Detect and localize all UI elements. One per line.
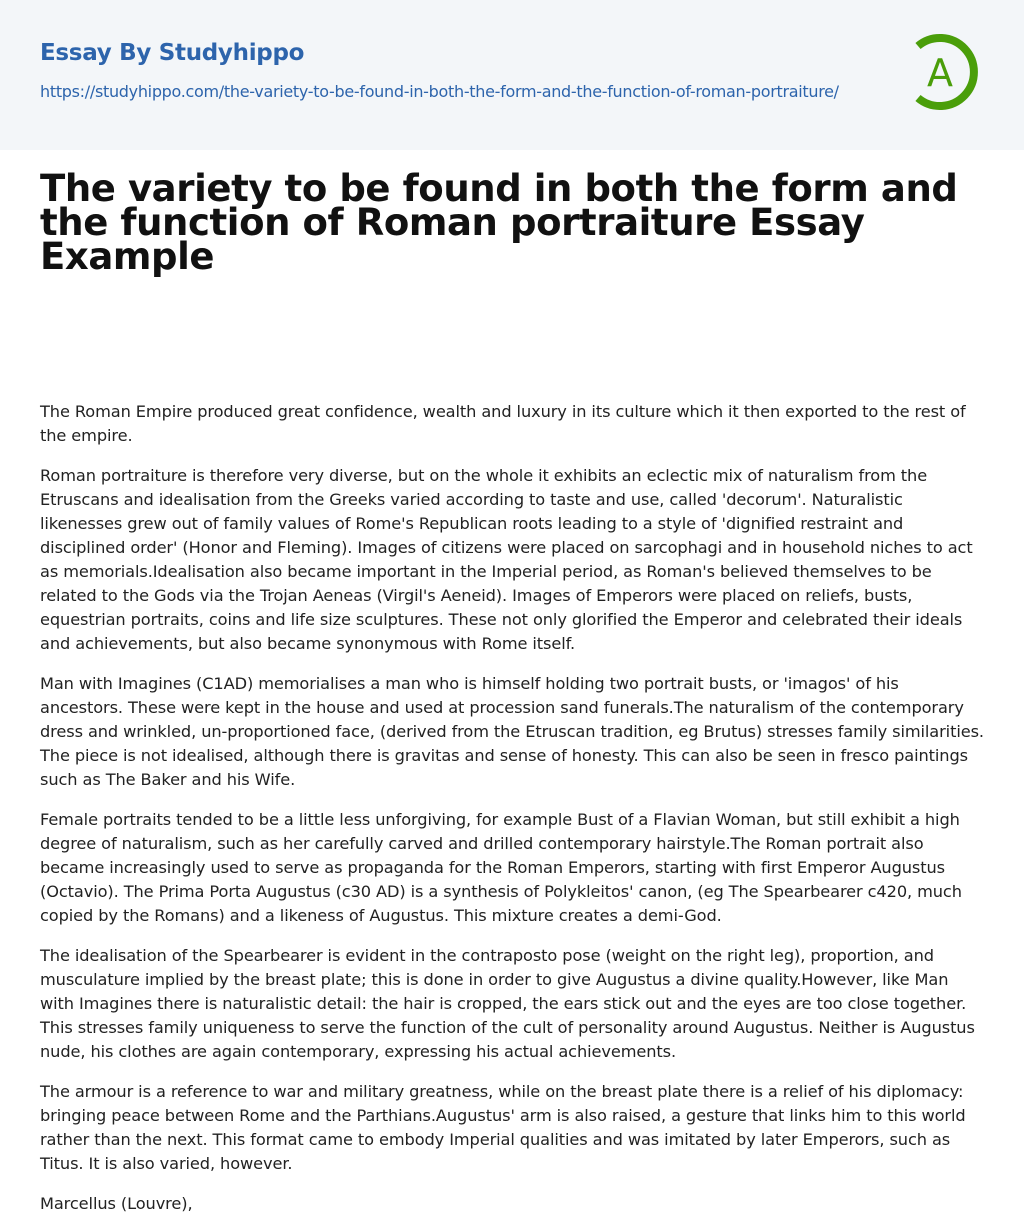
- paragraph: The Roman Empire produced great confidence, wealth and luxury in its culture which it then exported to the rest of the empire.: [40, 402, 966, 445]
- brand-title: Essay By Studyhippo: [40, 40, 305, 66]
- site-header: [0, 0, 1024, 150]
- paragraph: The armour is a reference to war and military greatness, while on the breast plate there is a relief of his diplomacy: bringing peace between Rome and the Parthians.Augustus' arm is also raised, a gesture that links him to this world rather than the next. This format came to embody Imperial qualities and was imitated by later Emperors, such as Titus. It is also varied, however.: [40, 1082, 966, 1173]
- svg-text:A: A: [927, 51, 953, 95]
- paragraph: Marcellus (Louvre),: [40, 1194, 193, 1213]
- article-body: [0, 150, 1024, 1216]
- studyhippo-logo-icon: [912, 30, 986, 114]
- paragraph: Roman portraiture is therefore very diverse, but on the whole it exhibits an eclectic mix of naturalism from the Etruscans and idealisation from the Greeks varied according to taste and use, called 'decorum'. Naturalistic likenesses grew out of family values of Rome's Republican roots leading to a style of 'dignified restraint and disciplined order' (Honor and Fleming). Images of citizens were placed on sarcophagi and in household niches to act as memorials.Idealisation also became important in the Imperial period, as Roman's believed themselves to be related to the Gods via the Trojan Aeneas (Virgil's Aeneid). Images of Emperors were placed on reliefs, busts, equestrian portraits, coins and life size sculptures. These not only glorified the Emperor and celebrated their ideals and achievements, but also became synonymous with Rome itself.: [40, 466, 973, 653]
- paragraph: The idealisation of the Spearbearer is evident in the contraposto pose (weight on the right leg), proportion, and musculature implied by the breast plate; this is done in order to give Augustus a divine quality.However, like Man with Imagines there is naturalistic detail: the hair is cropped, the ears stick out and the eyes are too close together. This stresses family uniqueness to serve the function of the cult of personality around Augustus. Neither is Augustus nude, his clothes are again contemporary, expressing his actual achievements.: [40, 946, 975, 1061]
- page-title: The variety to be found in both the form and the function of Roman portraiture Essay Example: [40, 167, 958, 278]
- paragraph: Man with Imagines (C1AD) memorialises a man who is himself holding two portrait busts, or 'imagos' of his ancestors. These were kept in the house and used at procession sand funerals.The naturalism of the contemporary dress and wrinkled, un-proportioned face, (derived from the Etruscan tradition, eg Brutus) stresses family similarities. The piece is not idealised, although there is gravitas and sense of honesty. This can also be seen in fresco paintings such as The Baker and his Wife.: [40, 674, 984, 789]
- paragraph: Female portraits tended to be a little less unforgiving, for example Bust of a Flavian Woman, but still exhibit a high degree of naturalism, such as her carefully carved and drilled contemporary hairstyle.The Roman portrait also became increasingly used to serve as propaganda for the Roman Emperors, starting with first Emperor Augustus (Octavio). The Prima Porta Augustus (c30 AD) is a synthesis of Polykleitos' canon, (eg The Spearbearer c420, much copied by the Romans) and a likeness of Augustus. This mixture creates a demi-God.: [40, 810, 962, 925]
- essay-url-link[interactable]: https://studyhippo.com/the-variety-to-be-found-in-both-the-form-and-the-function-of-roman-portraiture/: [40, 82, 839, 101]
